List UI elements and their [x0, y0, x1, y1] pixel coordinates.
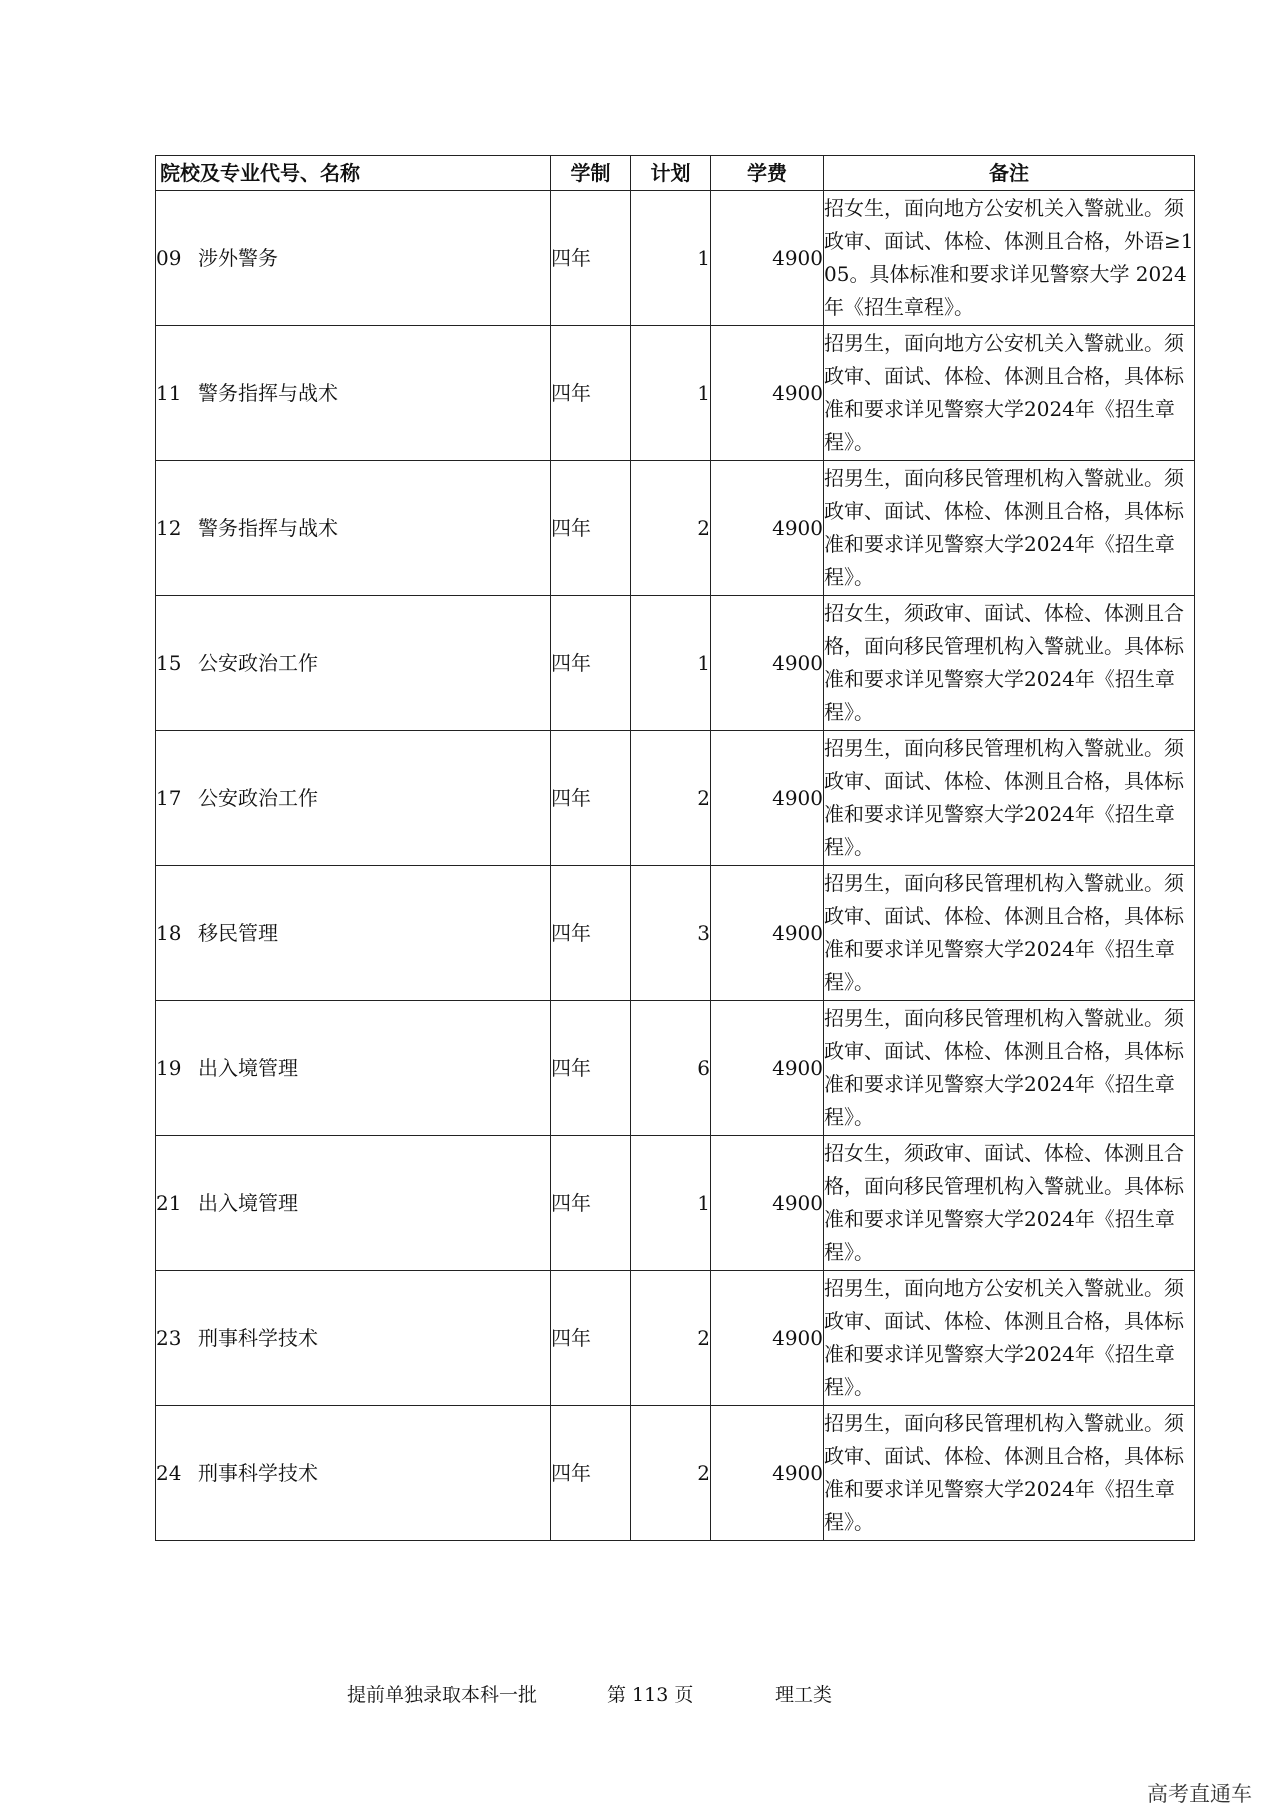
table-row — [156, 596, 1195, 731]
years-cell: 四年 — [551, 596, 631, 731]
major-code: 12 — [156, 515, 182, 540]
major-cell — [156, 1406, 551, 1541]
major-cell — [156, 326, 551, 461]
major-cell — [156, 596, 551, 731]
plan-cell: 1 — [631, 596, 711, 731]
table-header-row — [156, 156, 1195, 191]
table-row — [156, 1001, 1195, 1136]
plan-cell: 3 — [631, 866, 711, 1001]
years-cell: 四年 — [551, 326, 631, 461]
note-cell: 招男生，面向地方公安机关入警就业。须政审、面试、体检、体测且合格，具体标准和要求详见警察大学2024年《招生章程》。 — [824, 326, 1195, 461]
table-row — [156, 1136, 1195, 1271]
plan-cell: 2 — [631, 461, 711, 596]
note-cell: 招男生，面向移民管理机构入警就业。须政审、面试、体检、体测且合格，具体标准和要求详见警察大学2024年《招生章程》。 — [824, 731, 1195, 866]
fee-cell: 4900 — [711, 1406, 824, 1541]
major-code: 17 — [156, 785, 182, 810]
fee-cell: 4900 — [711, 191, 824, 326]
fee-cell: 4900 — [711, 596, 824, 731]
plan-cell: 1 — [631, 1136, 711, 1271]
major-name: 移民管理 — [198, 920, 278, 945]
footer-batch: 提前单独录取本科一批 — [347, 1684, 538, 1706]
footer-page-number: 第 113 页 — [607, 1684, 694, 1706]
page-footer — [0, 1680, 1280, 1710]
major-name: 警务指挥与战术 — [198, 380, 338, 405]
major-name: 涉外警务 — [198, 245, 278, 270]
major-code: 24 — [156, 1460, 182, 1485]
major-cell — [156, 1001, 551, 1136]
footer-category: 理工类 — [775, 1684, 833, 1706]
fee-cell: 4900 — [711, 731, 824, 866]
years-cell: 四年 — [551, 191, 631, 326]
major-name: 警务指挥与战术 — [198, 515, 338, 540]
fee-cell: 4900 — [711, 1001, 824, 1136]
table-row — [156, 1406, 1195, 1541]
major-code: 11 — [156, 380, 182, 405]
years-cell: 四年 — [551, 731, 631, 866]
table-row — [156, 461, 1195, 596]
major-cell — [156, 1271, 551, 1406]
major-code: 09 — [156, 245, 182, 270]
major-code: 15 — [156, 650, 182, 675]
header-fee: 学费 — [711, 156, 824, 191]
major-cell — [156, 866, 551, 1001]
table-row — [156, 191, 1195, 326]
major-cell — [156, 461, 551, 596]
years-cell: 四年 — [551, 866, 631, 1001]
table-row — [156, 326, 1195, 461]
major-name: 出入境管理 — [198, 1190, 298, 1215]
note-cell: 招女生，须政审、面试、体检、体测且合格，面向移民管理机构入警就业。具体标准和要求详见警察大学2024年《招生章程》。 — [824, 596, 1195, 731]
plan-cell: 2 — [631, 1406, 711, 1541]
note-cell: 招女生，面向地方公安机关入警就业。须政审、面试、体检、体测且合格，外语≥105。具体标准和要求详见警察大学 2024 年《招生章程》。 — [824, 191, 1195, 326]
major-name: 刑事科学技术 — [198, 1460, 318, 1485]
major-cell — [156, 1136, 551, 1271]
watermark: 高考直通车 — [1147, 1782, 1252, 1806]
major-name: 刑事科学技术 — [198, 1325, 318, 1350]
major-cell — [156, 191, 551, 326]
major-code: 21 — [156, 1190, 182, 1215]
note-cell: 招男生，面向移民管理机构入警就业。须政审、面试、体检、体测且合格，具体标准和要求详见警察大学2024年《招生章程》。 — [824, 1406, 1195, 1541]
note-cell: 招男生，面向移民管理机构入警就业。须政审、面试、体检、体测且合格，具体标准和要求详见警察大学2024年《招生章程》。 — [824, 461, 1195, 596]
plan-cell: 1 — [631, 191, 711, 326]
note-cell: 招男生，面向地方公安机关入警就业。须政审、面试、体检、体测且合格，具体标准和要求详见警察大学2024年《招生章程》。 — [824, 1271, 1195, 1406]
plan-cell: 2 — [631, 1271, 711, 1406]
major-cell — [156, 731, 551, 866]
years-cell: 四年 — [551, 1001, 631, 1136]
major-code: 18 — [156, 920, 182, 945]
major-name: 公安政治工作 — [198, 650, 318, 675]
major-name: 公安政治工作 — [198, 785, 318, 810]
years-cell: 四年 — [551, 461, 631, 596]
header-name: 院校及专业代号、名称 — [156, 156, 551, 191]
fee-cell: 4900 — [711, 461, 824, 596]
fee-cell: 4900 — [711, 1271, 824, 1406]
major-name: 出入境管理 — [198, 1055, 298, 1080]
fee-cell: 4900 — [711, 1136, 824, 1271]
note-cell: 招男生，面向移民管理机构入警就业。须政审、面试、体检、体测且合格，具体标准和要求详见警察大学2024年《招生章程》。 — [824, 866, 1195, 1001]
table-row — [156, 1271, 1195, 1406]
fee-cell: 4900 — [711, 326, 824, 461]
years-cell: 四年 — [551, 1406, 631, 1541]
plan-cell: 1 — [631, 326, 711, 461]
major-code: 23 — [156, 1325, 182, 1350]
note-cell: 招男生，面向移民管理机构入警就业。须政审、面试、体检、体测且合格，具体标准和要求详见警察大学2024年《招生章程》。 — [824, 1001, 1195, 1136]
plan-cell: 2 — [631, 731, 711, 866]
plan-cell: 6 — [631, 1001, 711, 1136]
years-cell: 四年 — [551, 1271, 631, 1406]
note-cell: 招女生，须政审、面试、体检、体测且合格，面向移民管理机构入警就业。具体标准和要求详见警察大学2024年《招生章程》。 — [824, 1136, 1195, 1271]
header-years: 学制 — [551, 156, 631, 191]
table-row — [156, 866, 1195, 1001]
major-code: 19 — [156, 1055, 182, 1080]
table-row — [156, 731, 1195, 866]
header-plan: 计划 — [631, 156, 711, 191]
fee-cell: 4900 — [711, 866, 824, 1001]
admission-plan-table — [155, 155, 1195, 1541]
header-note: 备注 — [824, 156, 1195, 191]
years-cell: 四年 — [551, 1136, 631, 1271]
